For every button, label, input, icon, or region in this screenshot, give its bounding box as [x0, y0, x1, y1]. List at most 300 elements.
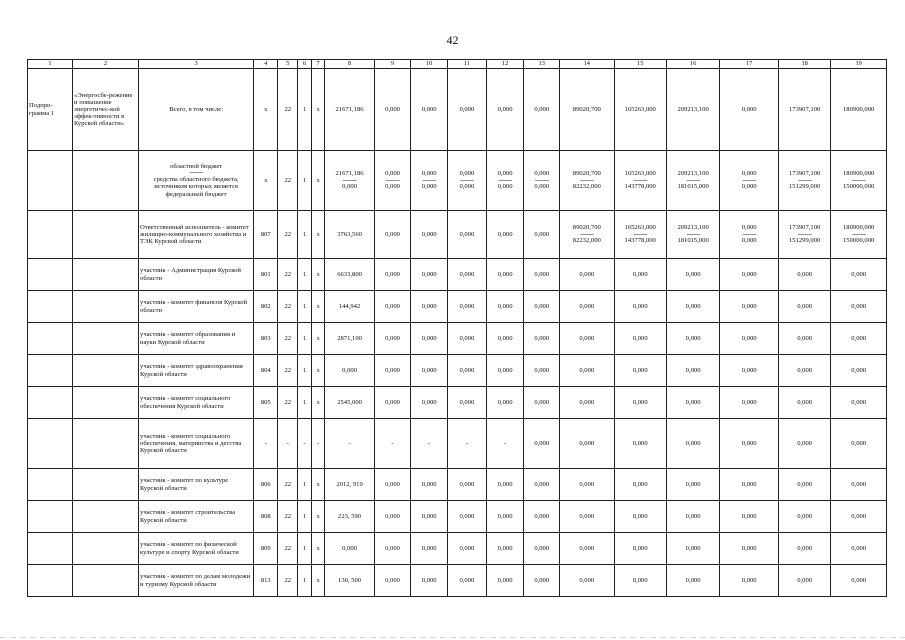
table-cell: 1: [298, 501, 312, 533]
table-cell: 0,000: [411, 355, 448, 387]
table-cell: 0,000: [560, 565, 614, 597]
value-regional: 173907,100: [788, 170, 821, 178]
empty-cell: [28, 355, 73, 387]
value-federal: 82232,000: [572, 183, 601, 191]
table-cell: 0,000: [447, 291, 486, 323]
table-cell: -: [278, 419, 298, 469]
table-cell: 0,000: [447, 387, 486, 419]
value-pair-cell: [720, 211, 779, 259]
empty-cell: [28, 259, 73, 291]
table-cell: 0,000: [486, 501, 524, 533]
table-cell: 2871,100: [325, 323, 374, 355]
table-cell: 0,000: [831, 469, 887, 501]
empty-cell: [73, 565, 139, 597]
column-number: 2: [73, 60, 139, 69]
value-federal: 0,000: [534, 183, 550, 191]
table-cell: 180900,000: [831, 69, 887, 151]
row-label: участник - Администрация Курской области: [139, 259, 254, 291]
table-cell: -: [447, 419, 486, 469]
row-label: участник - комитет финансов Курской области: [139, 291, 254, 323]
table-cell: 0,000: [778, 323, 830, 355]
table-cell: 209213,100: [666, 69, 719, 151]
value-pair-cell: [560, 151, 614, 211]
table-cell: 0,000: [374, 211, 411, 259]
table-cell: 0,000: [614, 323, 666, 355]
table-cell: 0,000: [560, 323, 614, 355]
value-regional: 89020,700: [572, 224, 601, 232]
value-federal: 150000,000: [843, 183, 875, 191]
table-cell: 0,000: [447, 323, 486, 355]
table-cell: x: [311, 355, 325, 387]
table-cell: 0,000: [411, 533, 448, 565]
value-regional: 173907,100: [788, 224, 821, 232]
table-cell: 1: [298, 69, 312, 151]
table-cell: 1: [298, 469, 312, 501]
table-cell: 22: [278, 533, 298, 565]
empty-cell: [28, 151, 73, 211]
separator-dashes: --------: [633, 176, 647, 184]
row-label: участник - комитет социального обеспечения, материнства и детства Курской области: [139, 419, 254, 469]
separator-dashes: --------: [579, 176, 594, 184]
value-pair-cell: [666, 151, 719, 211]
value-federal: 151299,000: [788, 237, 821, 245]
table-cell: 0,000: [720, 419, 779, 469]
table-cell: 0,000: [524, 259, 560, 291]
table-cell: 0,000: [614, 419, 666, 469]
table-cell: 0,000: [666, 533, 719, 565]
column-number: 11: [447, 60, 486, 69]
table-cell: 0,000: [560, 355, 614, 387]
table-cell: x: [311, 565, 325, 597]
value-regional: 180900,000: [843, 224, 875, 232]
value-pair-cell: [524, 151, 560, 211]
participant-row: [28, 501, 887, 533]
table-cell: 0,000: [374, 291, 411, 323]
row-label: участник - комитет образования и науки Курской области: [139, 323, 254, 355]
value-federal: 143778,000: [624, 183, 656, 191]
table-cell: 803: [254, 323, 278, 355]
table-cell: 0,000: [486, 211, 524, 259]
value-pair-cell: [486, 151, 524, 211]
table-cell: 0,000: [831, 387, 887, 419]
column-number: 19: [831, 60, 887, 69]
table-cell: 1: [298, 355, 312, 387]
value-pair-cell: [614, 151, 666, 211]
table-cell: 0,000: [720, 501, 779, 533]
table-cell: 0,000: [614, 387, 666, 419]
page-number: 42: [446, 33, 459, 47]
table-cell: 0,000: [720, 291, 779, 323]
table-cell: 0,000: [374, 501, 411, 533]
row-label: Всего, в том числе:: [139, 69, 254, 151]
column-number: 3: [139, 60, 254, 69]
table-cell: 801: [254, 259, 278, 291]
value-regional: 21671,186: [335, 170, 364, 178]
value-federal: 0,000: [741, 237, 757, 245]
row-label: участник - комитет здравоохранения Курской области: [139, 355, 254, 387]
table-cell: -: [374, 419, 411, 469]
participant-row: [28, 355, 887, 387]
participant-row: [28, 533, 887, 565]
column-number: 12: [486, 60, 524, 69]
table-cell: -: [311, 419, 325, 469]
table-cell: 0,000: [614, 259, 666, 291]
row-label: участник - комитет социального обеспечения Курской области: [139, 387, 254, 419]
funding-sources-row: [28, 151, 887, 211]
table-cell: 0,000: [486, 291, 524, 323]
column-number: 6: [298, 60, 312, 69]
total-row: [28, 69, 887, 151]
value-regional: 0,000: [741, 170, 757, 178]
table-cell: 0,000: [831, 419, 887, 469]
table-cell: 22: [278, 501, 298, 533]
table-cell: 89020,700: [560, 69, 614, 151]
table-cell: 0,000: [524, 469, 560, 501]
table-cell: 22: [278, 355, 298, 387]
value-federal: 0,000: [385, 183, 400, 191]
table-cell: 1: [298, 323, 312, 355]
column-number: 16: [666, 60, 719, 69]
subprogram-label: Подпро-грамма 1: [28, 69, 73, 151]
table-cell: 3763,560: [325, 211, 374, 259]
table-cell: 806: [254, 469, 278, 501]
empty-cell: [28, 501, 73, 533]
table-cell: x: [311, 387, 325, 419]
separator-dashes: --------: [797, 176, 812, 184]
row-label-sources: [139, 151, 254, 211]
separator-dashes: --------: [342, 176, 357, 184]
table-cell: 22: [278, 259, 298, 291]
empty-cell: [73, 291, 139, 323]
separator-dashes: --------: [797, 230, 812, 238]
empty-cell: [28, 211, 73, 259]
table-cell: x: [311, 469, 325, 501]
value-pair-cell: [325, 151, 374, 211]
table-cell: 0,000: [447, 469, 486, 501]
table-cell: 0,000: [524, 355, 560, 387]
empty-cell: [73, 151, 139, 211]
value-pair-cell: [614, 211, 666, 259]
value-regional: 0,000: [534, 170, 550, 178]
table-cell: 0,000: [325, 355, 374, 387]
empty-cell: [73, 469, 139, 501]
column-number: 17: [720, 60, 779, 69]
table-cell: 0,000: [486, 69, 524, 151]
table-cell: 0,000: [524, 323, 560, 355]
empty-cell: [73, 259, 139, 291]
table-cell: 0,000: [374, 387, 411, 419]
table-cell: 0,000: [831, 259, 887, 291]
empty-cell: [28, 565, 73, 597]
table-cell: 0,000: [720, 355, 779, 387]
column-number: 5: [278, 60, 298, 69]
scan-artifact-line: [0, 637, 905, 638]
row-label: участник - комитет по физической культуре и спорту Курской области: [139, 533, 254, 565]
empty-cell: [28, 291, 73, 323]
table-cell: 0,000: [831, 355, 887, 387]
code-cell: x: [254, 151, 278, 211]
table-cell: 0,000: [524, 419, 560, 469]
table-cell: 1: [298, 387, 312, 419]
participant-row: [28, 291, 887, 323]
table-cell: 0,000: [447, 259, 486, 291]
value-pair-cell: [411, 151, 448, 211]
participant-row: [28, 323, 887, 355]
table-cell: 0,000: [325, 533, 374, 565]
column-number: 14: [560, 60, 614, 69]
table-cell: 805: [254, 387, 278, 419]
value-regional: 209213,100: [677, 224, 709, 232]
table-cell: 22: [278, 387, 298, 419]
table-cell: 0,000: [411, 469, 448, 501]
table-cell: 0,000: [666, 419, 719, 469]
table-cell: 2012, 919: [325, 469, 374, 501]
column-number: 1: [28, 60, 73, 69]
table-cell: 0,000: [411, 69, 448, 151]
table-cell: 0,000: [720, 469, 779, 501]
table-cell: 0,000: [560, 469, 614, 501]
value-regional: 0,000: [385, 170, 400, 178]
table-cell: 0,000: [447, 69, 486, 151]
table-cell: -: [411, 419, 448, 469]
value-federal: 151299,000: [788, 183, 821, 191]
table-cell: 0,000: [614, 469, 666, 501]
empty-cell: [73, 501, 139, 533]
table-cell: 1: [298, 533, 312, 565]
table-cell: -: [298, 419, 312, 469]
table-cell: 0,000: [447, 211, 486, 259]
table-cell: 0,000: [831, 291, 887, 323]
table-cell: 0,000: [666, 323, 719, 355]
empty-cell: [73, 387, 139, 419]
table-cell: 0,000: [524, 387, 560, 419]
value-regional: 0,000: [421, 170, 437, 178]
value-pair-cell: [831, 211, 887, 259]
table-cell: 0,000: [411, 211, 448, 259]
separator-dashes: --------: [189, 169, 203, 177]
table-cell: 0,000: [560, 387, 614, 419]
column-number: 15: [614, 60, 666, 69]
table-cell: x: [254, 69, 278, 151]
column-number: 18: [778, 60, 830, 69]
table-cell: 802: [254, 291, 278, 323]
table-cell: 130, 500: [325, 565, 374, 597]
table-cell: 144,942: [325, 291, 374, 323]
table-cell: 22: [278, 469, 298, 501]
value-pair-cell: [720, 151, 779, 211]
table-cell: 0,000: [831, 565, 887, 597]
table-cell: 0,000: [447, 501, 486, 533]
row-label: Ответственный исполнитель - комитет жилищно-коммунального хозяйства и ТЭК Курской области: [139, 211, 254, 259]
table-cell: 0,000: [560, 501, 614, 533]
table-cell: 808: [254, 501, 278, 533]
table-cell: 0,000: [614, 501, 666, 533]
table-cell: 0,000: [831, 323, 887, 355]
table-cell: 0,000: [614, 533, 666, 565]
table-cell: 165263,000: [614, 69, 666, 151]
value-regional: 209213,100: [677, 170, 709, 178]
table-cell: 0,000: [720, 565, 779, 597]
table-cell: 0,000: [374, 533, 411, 565]
table-cell: 0,000: [560, 259, 614, 291]
participant-row: [28, 565, 887, 597]
table-cell: x: [311, 323, 325, 355]
header-row: [28, 60, 887, 69]
table-cell: 0,000: [374, 355, 411, 387]
value-pair-cell: [778, 211, 830, 259]
table-cell: 223, 590: [325, 501, 374, 533]
row-label: участник - комитет по культуре Курской области: [139, 469, 254, 501]
table-cell: x: [311, 211, 325, 259]
separator-dashes: --------: [742, 176, 756, 184]
table-cell: 1: [298, 291, 312, 323]
empty-cell: [73, 211, 139, 259]
table-cell: 0,000: [374, 565, 411, 597]
table-cell: 0,000: [374, 259, 411, 291]
table-cell: 0,000: [411, 323, 448, 355]
table-cell: 0,000: [411, 387, 448, 419]
table-cell: 0,000: [778, 565, 830, 597]
table-cell: x: [311, 259, 325, 291]
empty-cell: [28, 419, 73, 469]
table-cell: -: [325, 419, 374, 469]
table-cell: 22: [278, 565, 298, 597]
table-cell: 0,000: [411, 565, 448, 597]
table-cell: 0,000: [666, 387, 719, 419]
subprogram-title: «Энергосбе-режение и повышение энергетичес-кой эффек-тивности в Курской области»: [73, 69, 139, 151]
separator-dashes: --------: [579, 230, 594, 238]
table-cell: 0,000: [666, 291, 719, 323]
table-cell: 0,000: [614, 565, 666, 597]
table-cell: 2545,000: [325, 387, 374, 419]
table-cell: 0,000: [374, 323, 411, 355]
table-cell: 6633,800: [325, 259, 374, 291]
table-cell: 0,000: [411, 291, 448, 323]
table-cell: 804: [254, 355, 278, 387]
empty-cell: [73, 355, 139, 387]
table-cell: 173907,100: [778, 69, 830, 151]
value-regional: 165263,000: [624, 224, 656, 232]
table-cell: 0,000: [720, 533, 779, 565]
table-cell: -: [254, 419, 278, 469]
value-federal: 181015,000: [677, 237, 709, 245]
separator-dashes: --------: [633, 230, 647, 238]
participant-row: [28, 419, 887, 469]
table-cell: 809: [254, 533, 278, 565]
table-cell: -: [486, 419, 524, 469]
table-cell: 22: [278, 69, 298, 151]
table-cell: 0,000: [778, 419, 830, 469]
separator-dashes: --------: [534, 176, 549, 184]
table-cell: 0,000: [666, 501, 719, 533]
table-cell: 0,000: [778, 355, 830, 387]
table-cell: 1: [298, 565, 312, 597]
table-cell: 0,000: [778, 387, 830, 419]
table-cell: 0,000: [560, 291, 614, 323]
table-cell: 0,000: [486, 355, 524, 387]
value-regional: 165263,000: [624, 170, 656, 178]
empty-cell: [28, 533, 73, 565]
row-label: участник - комитет по делам молодежи и туризму Курской области: [139, 565, 254, 597]
separator-dashes: --------: [422, 176, 436, 184]
table-cell: 0,000: [778, 501, 830, 533]
table-cell: 0,000: [411, 501, 448, 533]
separator-dashes: --------: [460, 176, 474, 184]
table-cell: 0,000: [560, 419, 614, 469]
table-cell: 0,000: [524, 565, 560, 597]
table-cell: 22: [278, 211, 298, 259]
table-cell: 0,000: [778, 533, 830, 565]
table-cell: 1: [298, 259, 312, 291]
table-cell: 0,000: [831, 501, 887, 533]
empty-cell: [28, 469, 73, 501]
table-cell: x: [311, 501, 325, 533]
column-number: 13: [524, 60, 560, 69]
budget-table: [27, 59, 887, 597]
separator-dashes: --------: [686, 176, 700, 184]
empty-cell: [28, 387, 73, 419]
value-regional: 89020,700: [572, 170, 601, 178]
table-cell: 0,000: [486, 323, 524, 355]
table-cell: 0,000: [778, 291, 830, 323]
separator-dashes: --------: [498, 176, 512, 184]
table-cell: 0,000: [666, 355, 719, 387]
column-number: 8: [325, 60, 374, 69]
table-cell: 1: [298, 211, 312, 259]
empty-cell: [73, 419, 139, 469]
code-cell: x: [311, 151, 325, 211]
table-cell: 0,000: [374, 469, 411, 501]
table-cell: x: [311, 533, 325, 565]
table-cell: 0,000: [666, 565, 719, 597]
value-regional: 180900,000: [843, 170, 875, 178]
table-cell: 21671,186: [325, 69, 374, 151]
value-pair-cell: [447, 151, 486, 211]
responsible-executor-row: [28, 211, 887, 259]
participant-row: [28, 387, 887, 419]
table-cell: 0,000: [486, 565, 524, 597]
code-cell: 22: [278, 151, 298, 211]
table-cell: 0,000: [720, 323, 779, 355]
table-cell: 813: [254, 565, 278, 597]
table-cell: 0,000: [486, 259, 524, 291]
value-federal: 150000,000: [843, 237, 875, 245]
value-regional: 0,000: [497, 170, 513, 178]
table-cell: 0,000: [614, 291, 666, 323]
value-federal: 0,000: [497, 183, 513, 191]
value-federal: 0,000: [459, 183, 475, 191]
label-regional-budget: областной бюджет: [170, 163, 223, 171]
table-cell: 0,000: [720, 69, 779, 151]
value-regional: 0,000: [459, 170, 475, 178]
separator-dashes: --------: [385, 176, 400, 184]
column-number: 10: [411, 60, 448, 69]
table-cell: 0,000: [560, 533, 614, 565]
label-federal-funds: средства областного бюджета, источником которых является федеральный бюджет: [153, 176, 239, 198]
table-cell: x: [311, 69, 325, 151]
table-cell: 0,000: [778, 259, 830, 291]
participant-row: [28, 259, 887, 291]
value-federal: 181015,000: [677, 183, 709, 191]
value-federal: 0,000: [421, 183, 437, 191]
table-cell: 0,000: [614, 355, 666, 387]
value-regional: 0,000: [741, 224, 757, 232]
empty-cell: [28, 323, 73, 355]
table-cell: 0,000: [666, 469, 719, 501]
table-cell: 807: [254, 211, 278, 259]
table-cell: 0,000: [486, 469, 524, 501]
column-number: 7: [311, 60, 325, 69]
